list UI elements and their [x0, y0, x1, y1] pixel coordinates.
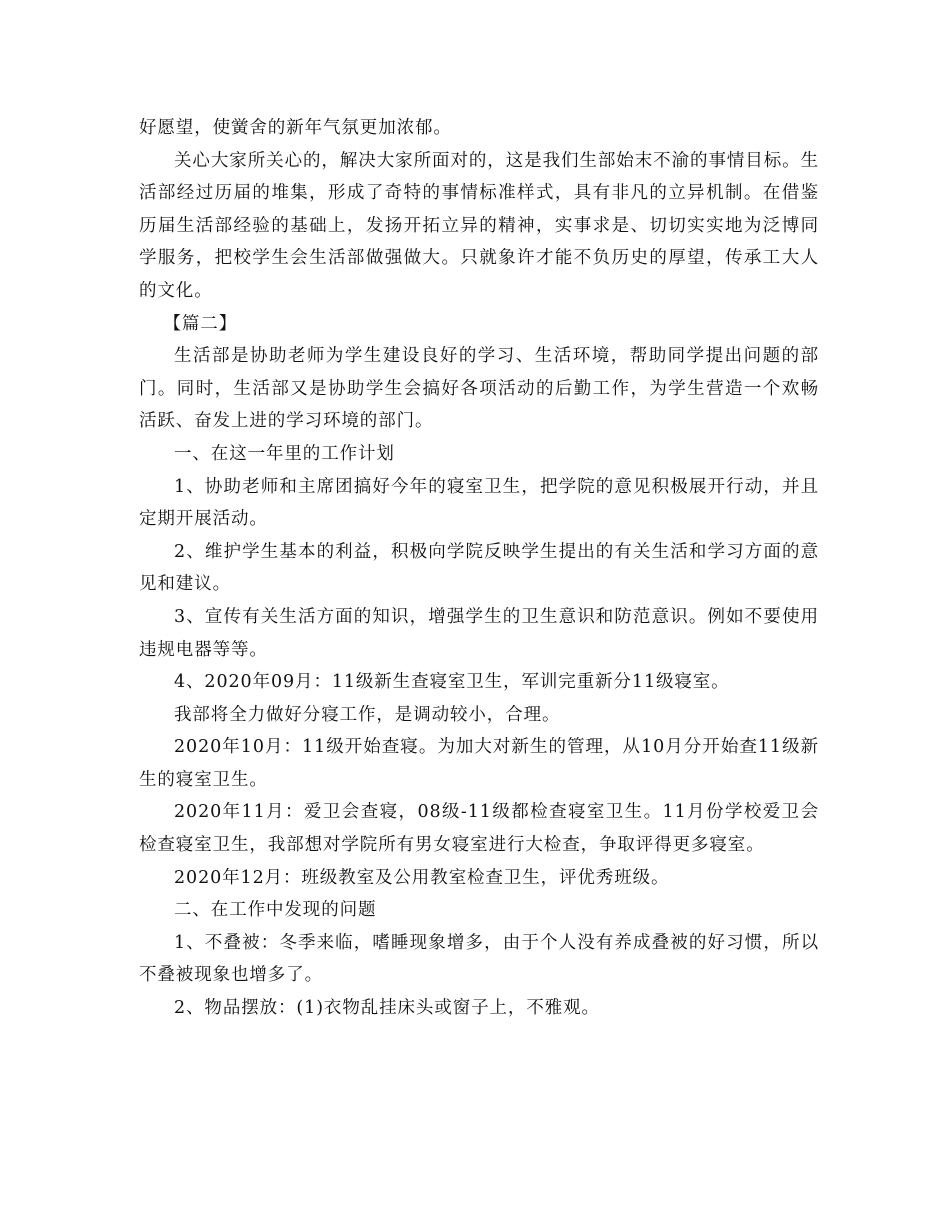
heading-problems: 二、在工作中发现的问题	[174, 900, 377, 921]
paragraph-continuation: 好愿望，使黉舍的新年气氛更加浓郁。	[139, 118, 452, 138]
paragraph-goal: 关心大家所关心的，解决大家所面对的，这是我们生部始末不渝的事情目标。生活部经过历届的堆集，形成了奇特的事情标准样式，具有非凡的立异机制。在借鉴历届生活部经验的基础上，发扬开拓立异的精神，实事求是、切切实实地为泛博同学服务，把校学生会生活部做强做大。只就象许才能不负历史的厚望，传承工大人的文化。	[139, 150, 819, 301]
plan-item-4: 4、2020年09月：11级新生查寝室卫生，军训完重新分11级寝室。	[174, 672, 730, 693]
plan-item-2: 2、维护学生基本的利益，积极向学院反映学生提出的有关生活和学习方面的意见和建议。	[139, 541, 819, 595]
plan-item-1: 1、协助老师和主席团搞好今年的寝室卫生，把学院的意见积极展开行动，并且定期开展活动。	[139, 476, 819, 530]
document-page	[139, 112, 819, 1025]
plan-note-dorm-allocation: 我部将全力做好分寝工作，是调动较小，合理。	[174, 704, 561, 725]
problem-item-1: 1、不叠被：冬季来临，嗜睡现象增多，由于个人没有养成叠被的好习惯，所以不叠被现象也增多了。	[139, 932, 819, 986]
section-marker-part-two: 【篇二】	[163, 313, 238, 334]
plan-november: 2020年11月：爱卫会查寝，08级-11级都检查寝室卫生。11月份学校爱卫会检查寝室卫生，我部想对学院所有男女寝室进行大检查，争取评得更多寝室。	[139, 802, 819, 856]
problem-item-2: 2、物品摆放：(1)衣物乱挂床头或窗子上，不雅观。	[174, 998, 600, 1019]
heading-work-plan: 一、在这一年里的工作计划	[174, 443, 395, 464]
plan-december: 2020年12月：班级教室及公用教室检查卫生，评优秀班级。	[174, 867, 670, 888]
plan-item-3: 3、宣传有关生活方面的知识，增强学生的卫生意识和防范意识。例如不要使用违规电器等等。	[139, 606, 819, 660]
plan-october: 2020年10月：11级开始查寝。为加大对新生的管理，从10月分开始查11级新生的寝室卫生。	[139, 737, 819, 790]
paragraph-intro: 生活部是协助老师为学生建设良好的学习、生活环境，帮助同学提出问题的部门。同时，生活部又是协助学生会搞好各项活动的后勤工作，为学生营造一个欢畅活跃、奋发上进的学习环境的部门。	[139, 346, 819, 432]
